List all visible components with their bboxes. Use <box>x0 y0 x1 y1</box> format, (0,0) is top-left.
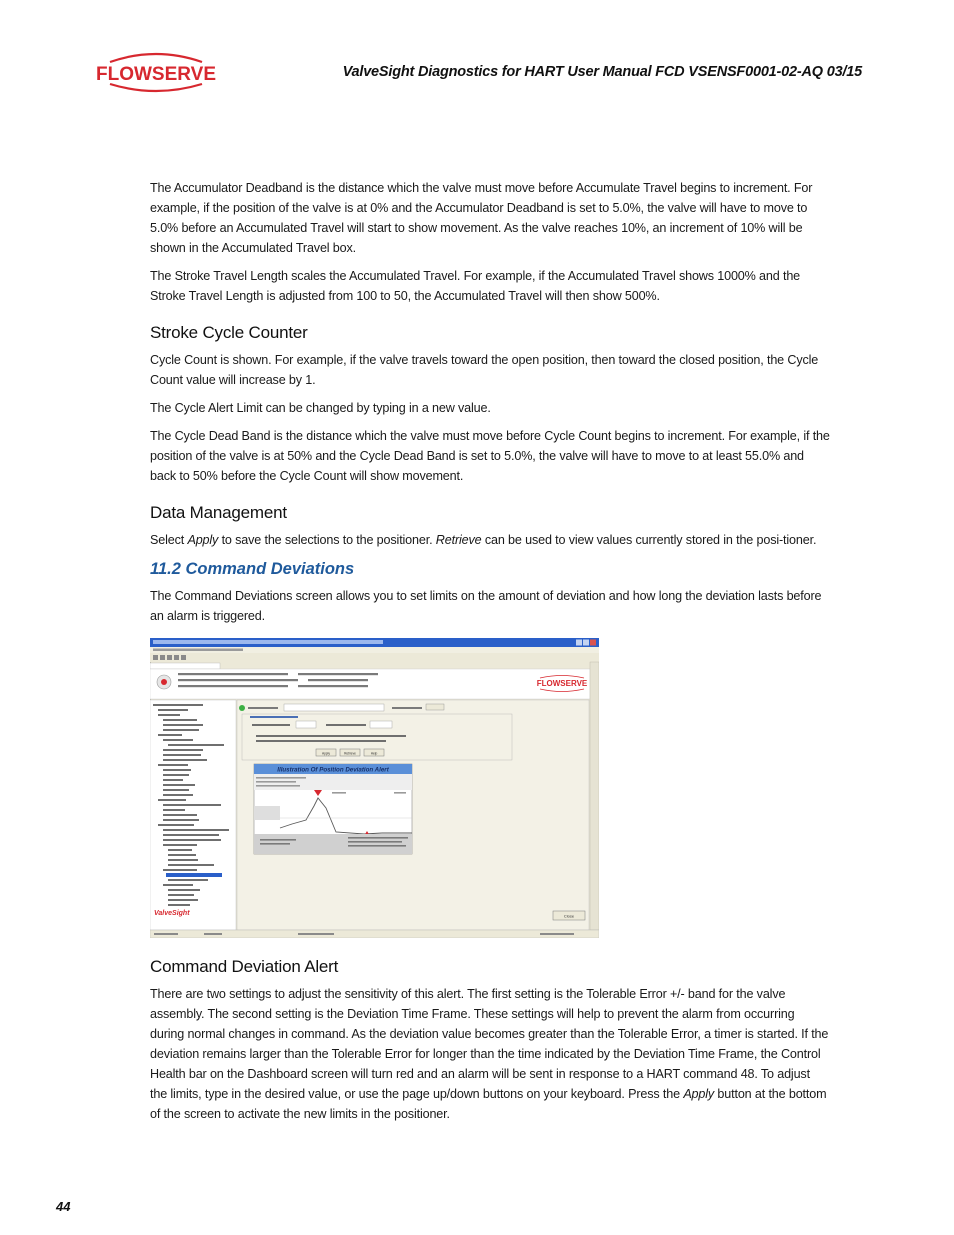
svg-text:Retrieve: Retrieve <box>344 751 356 756</box>
intro-paragraph-1: The Accumulator Deadband is the distance which the valve must move before Accumulate Travel begins to increment. For example, if the position of the valve is at 0% and the Accumulator Deadband is set to 5.0%, the valve will have to move to 5.0% before an Accumulated Travel will start to show movement. As the valve reaches 10%, an increment of 10% will be shown in the Accumulated Travel box. <box>150 181 813 255</box>
intro-paragraph-2: The Stroke Travel Length scales the Accumulated Travel. For example, if the Accumulated Travel shows 1000% and the Stroke Travel Length is adjusted from 100 to 50, the Accumulated Travel will then show 500%. <box>150 269 801 303</box>
status-indicator-icon <box>239 705 245 711</box>
data-management-paragraph: Select Apply to save the selections to the positioner. Retrieve can be used to view values currently stored in the posi-tioner. <box>150 533 817 547</box>
stroke-cycle-paragraph-2: The Cycle Alert Limit can be changed by typing in a new value. <box>150 401 491 415</box>
page-content <box>150 178 830 1132</box>
close-icon <box>590 640 596 646</box>
selected-tree-item <box>166 873 222 877</box>
tolerable-error-input <box>296 721 316 728</box>
stroke-cycle-paragraph-1: Cycle Count is shown. For example, if the valve travels toward the open position, then toward the closed position, the Cycle Count value will increase by 1. <box>150 353 819 387</box>
svg-text:Apply: Apply <box>322 751 330 756</box>
svg-text:Close: Close <box>563 913 575 919</box>
stroke-cycle-paragraph-3: The Cycle Dead Band is the distance which the valve must move before Cycle Count begins to increment. For example, if the position of the valve is at 50% and the Cycle Dead Band is set to 5.0%, the valve will have to move to at least 55.0% and back to 50% before the Cycle Count will show movement. <box>150 429 830 483</box>
deviation-time-frame-input <box>370 721 392 728</box>
document-title: ValveSight Diagnostics for HART User Manual FCD VSENSF0001-02-AQ 03/15 <box>342 64 862 80</box>
stroke-cycle-heading: Stroke Cycle Counter <box>150 323 308 342</box>
valvesight-brand: ValveSight <box>154 910 190 917</box>
flowserve-logo <box>88 50 224 94</box>
page-number: 44 <box>56 1199 71 1214</box>
svg-text:Help: Help <box>370 751 378 756</box>
command-deviations-heading: 11.2 Command Deviations <box>150 560 355 578</box>
logo-text: FLOWSERVE <box>96 64 216 85</box>
deviation-alert-paragraph: There are two settings to adjust the sensitivity of this alert. The first setting is the Tolerable Error +/- band for the valve assembly. The second setting is the Deviation Time Frame. These settings will help to prevent the alarm from occurring during normal changes in command. As the deviation value becomes greater than the Tolerable Error, a timer is started. If the deviation remains larger than the Tolerable Error for longer than the time indicated by the Deviation Time Frame, the Control Health bar on the Dashboard screen will turn red and an alarm will be sent in response to a HART command 48. To adjust the limits, type in the desired value, or use the page up/down buttons on your keyboard. Press the Apply button at the bottom of the screen to activate the new limits in the positioner. <box>150 987 829 1121</box>
deviation-alert-heading: Command Deviation Alert <box>150 957 339 976</box>
command-deviations-paragraph: The Command Deviations screen allows you to set limits on the amount of deviation and how long the deviation lasts before an alarm is triggered. <box>150 589 822 623</box>
data-management-heading: Data Management <box>150 503 287 522</box>
command-deviations-screenshot <box>150 638 599 938</box>
screenshot-logo-text: FLOWSERVE <box>536 679 588 688</box>
illustration-title: Illustration Of Position Deviation Alert <box>277 766 389 774</box>
